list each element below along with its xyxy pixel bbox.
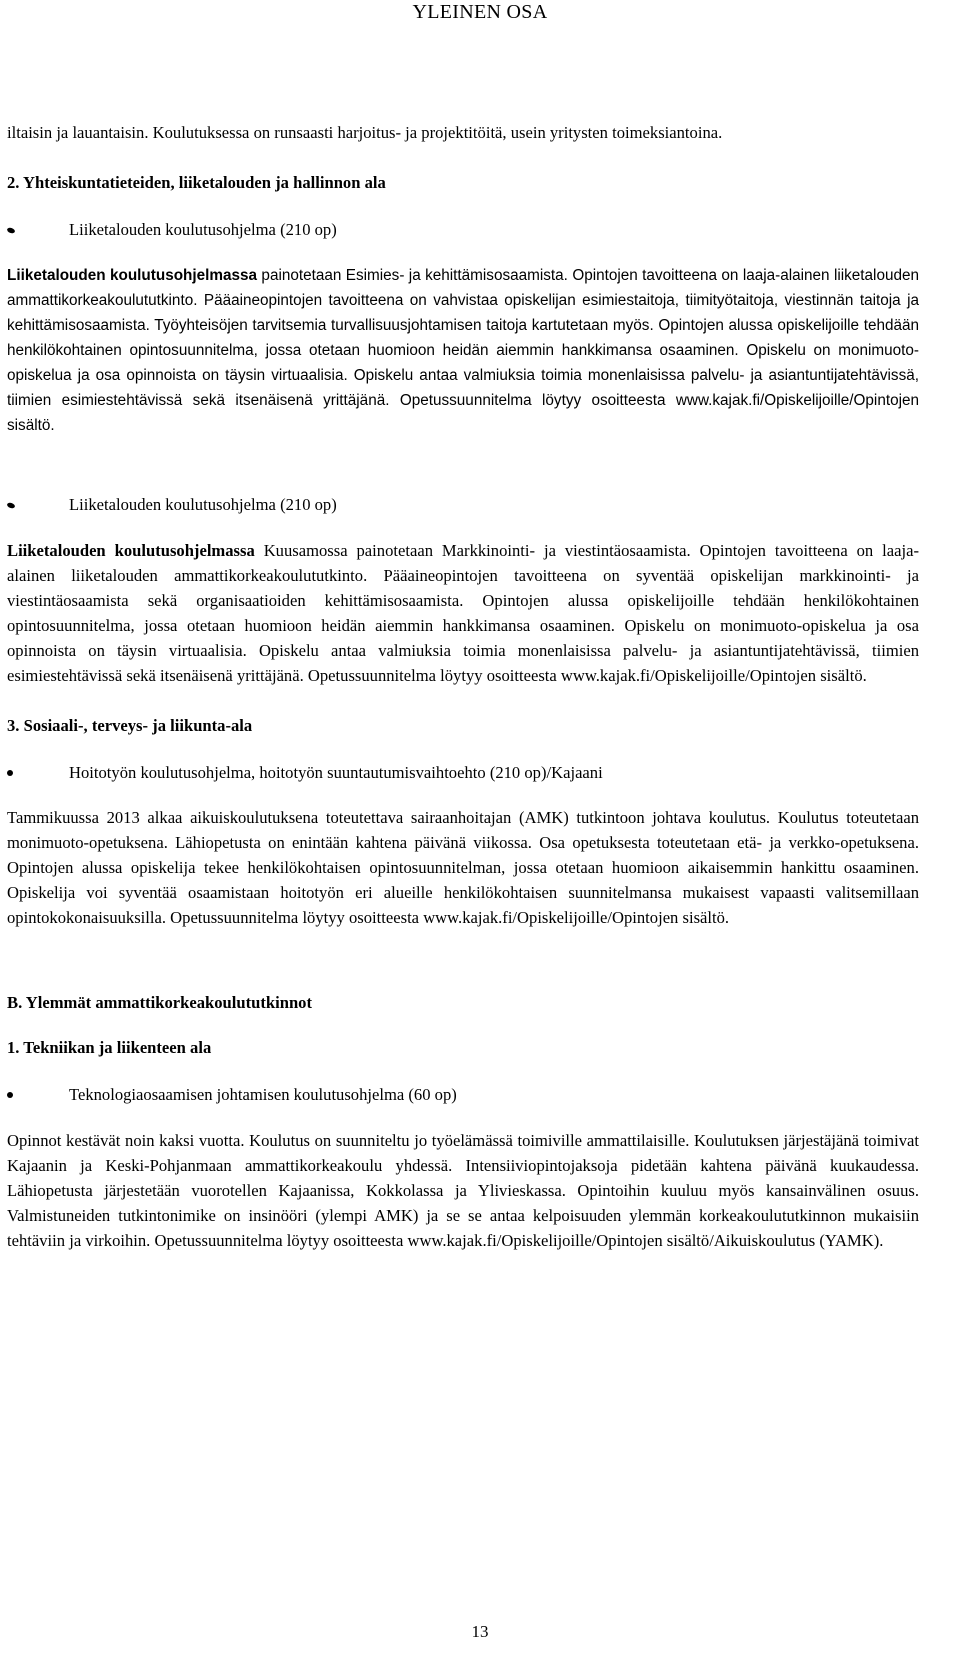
section-3-heading: 3. Sosiaali-, terveys- ja liikunta-ala	[7, 716, 253, 735]
bullet-item	[7, 760, 919, 785]
business-program-paragraph	[7, 263, 919, 438]
bullet-text: Liiketalouden koulutusohjelma (210 op)	[69, 495, 337, 514]
paragraph-text: Kuusamossa painotetaan Markkinointi- ja viestintäosaamista. Opintojen tavoitteena on laaja-alainen liiketalouden ammattikorkeakoulututkinto. Pääaineopintojen tavoitteena on syventää opiskelijan markkinointi- ja viestintäosaamista sekä organisaatioiden kehittämisosaamista. Opintojen alussa opiskelijoille tehdään henkilökohtainen opintosuunnitelma, jossa otetaan huomioon heidän aiemmin hankkimansa osaaminen. Opiskelu on monimuoto-opiskelua ja osa opinnoista on täysin virtuaalisia. Opiskelu antaa valmiuksia toimia monenlaisissa palvelu- ja asiantuntijatehtävissä, tiimien esimiestehtävissä sekä itsenäisenä yrittäjänä. Opetussuunnitelma löytyy osoitteesta www.kajak.fi/Opiskelijoille/Opintojen sisältö.	[7, 541, 919, 685]
program-name-bold: Liiketalouden koulutusohjelmassa	[7, 541, 255, 560]
bullet-item	[7, 1082, 919, 1107]
kuusamo-program-paragraph	[7, 538, 919, 688]
page-content	[7, 120, 919, 1253]
bullet-icon	[7, 770, 13, 776]
bullet-icon	[6, 227, 15, 234]
section-2-heading: 2. Yhteiskuntatieteiden, liiketalouden ja hallinnon ala	[7, 173, 386, 192]
nursing-program-paragraph: Tammikuussa 2013 alkaa aikuiskoulutuksena toteutettava sairaanhoitajan (AMK) tutkintoon johtava koulutus. Koulutus toteutetaan monimuoto-opetuksena. Lähiopetusta on enintään kahtena päivänä viikossa. Osa opetuksesta toteutetaan etä- ja verkko-opetuksena. Opintojen alussa opiskelija tekee henkilökohtaisen opintosuunnitelman, jossa otetaan huomioon aikaisemmin hankittu osaaminen. Opiskelija voi syventää osaamistaan hoitotyön eri alueille henkilökohtaisen suunnitelmansa mukaisest vapaasti valitsemillaan opintokokonaisuuksilla. Opetussuunnitelma löytyy osoitteesta www.kajak.fi/Opiskelijoille/Opintojen sisältö.	[7, 808, 919, 927]
section-b-heading: B. Ylemmät ammattikorkeakoulututkinnot	[7, 993, 312, 1012]
bullet-item	[7, 492, 919, 517]
page-number: 13	[471, 1622, 489, 1641]
program-name-bold: Liiketalouden koulutusohjelmassa	[7, 267, 258, 284]
intro-paragraph: iltaisin ja lauantaisin. Koulutuksessa on runsaasti harjoitus- ja projektitöitä, usein yritysten toimeksiantoina.	[7, 123, 723, 142]
section-b1-heading: 1. Tekniikan ja liikenteen ala	[7, 1038, 212, 1057]
bullet-item	[7, 217, 919, 242]
running-header: YLEINEN OSA	[412, 1, 548, 23]
bullet-icon	[7, 1092, 13, 1098]
bullet-text: Hoitotyön koulutusohjelma, hoitotyön suuntautumisvaihtoehto (210 op)/Kajaani	[69, 763, 603, 782]
technology-program-paragraph: Opinnot kestävät noin kaksi vuotta. Koulutus on suunniteltu jo työelämässä toimiville ammattilaisille. Koulutuksen järjestäjänä toimivat Kajaanin ja Keski-Pohjanmaan ammattikorkeakoulu yhdessä. Intensiiviopintojaksoja pidetään kahtena päivänä kuukaudessa. Lähiopetusta järjestetään vuorotellen Kajaanissa, Kokkolassa ja Ylivieskassa. Opintoihin kuuluu myös kansainvälinen osuus. Valmistuneiden tutkintonimike on insinööri (ylempi AMK) ja se se antaa kelpoisuuden ylemmän korkeakoulututkinnon mukaisiin tehtäviin ja virkoihin. Opetussuunnitelma löytyy osoitteesta www.kajak.fi/Opiskelijoille/Opintojen sisältö/Aikuiskoulutus (YAMK).	[7, 1131, 919, 1250]
paragraph-text: painotetaan Esimies- ja kehittämisosaamista. Opintojen tavoitteena on laaja-alainen liiketalouden ammattikorkeakoulututkinto. Pääaineopintojen tavoitteena on vahvistaa opiskelijan esimiestaitoja, tiimityötaitoja, viestinnän taitoja ja kehittämisosaamista. Työyhteisöjen tarvitsemia turvallisuusjohtamisen taitoja kartutetaan myös. Opintojen alussa opiskelijoille tehdään henkilökohtainen opintosuunnitelma, jossa otetaan huomioon heidän aiemmin hankkimansa osaaminen. Opiskelu on monimuoto-opiskelua ja osa opinnoista on täysin virtuaalisia. Opiskelu antaa valmiuksia toimia monenlaisissa palvelu- ja asiantuntijatehtävissä, tiimien esimiestehtävissä sekä itsenäisenä yrittäjänä. Opetussuunnitelma löytyy osoitteesta www.kajak.fi/Opiskelijoille/Opintojen sisältö.	[7, 267, 919, 434]
bullet-icon	[6, 502, 15, 509]
bullet-text: Teknologiaosaamisen johtamisen koulutusohjelma (60 op)	[69, 1085, 457, 1104]
bullet-text: Liiketalouden koulutusohjelma (210 op)	[69, 220, 337, 239]
